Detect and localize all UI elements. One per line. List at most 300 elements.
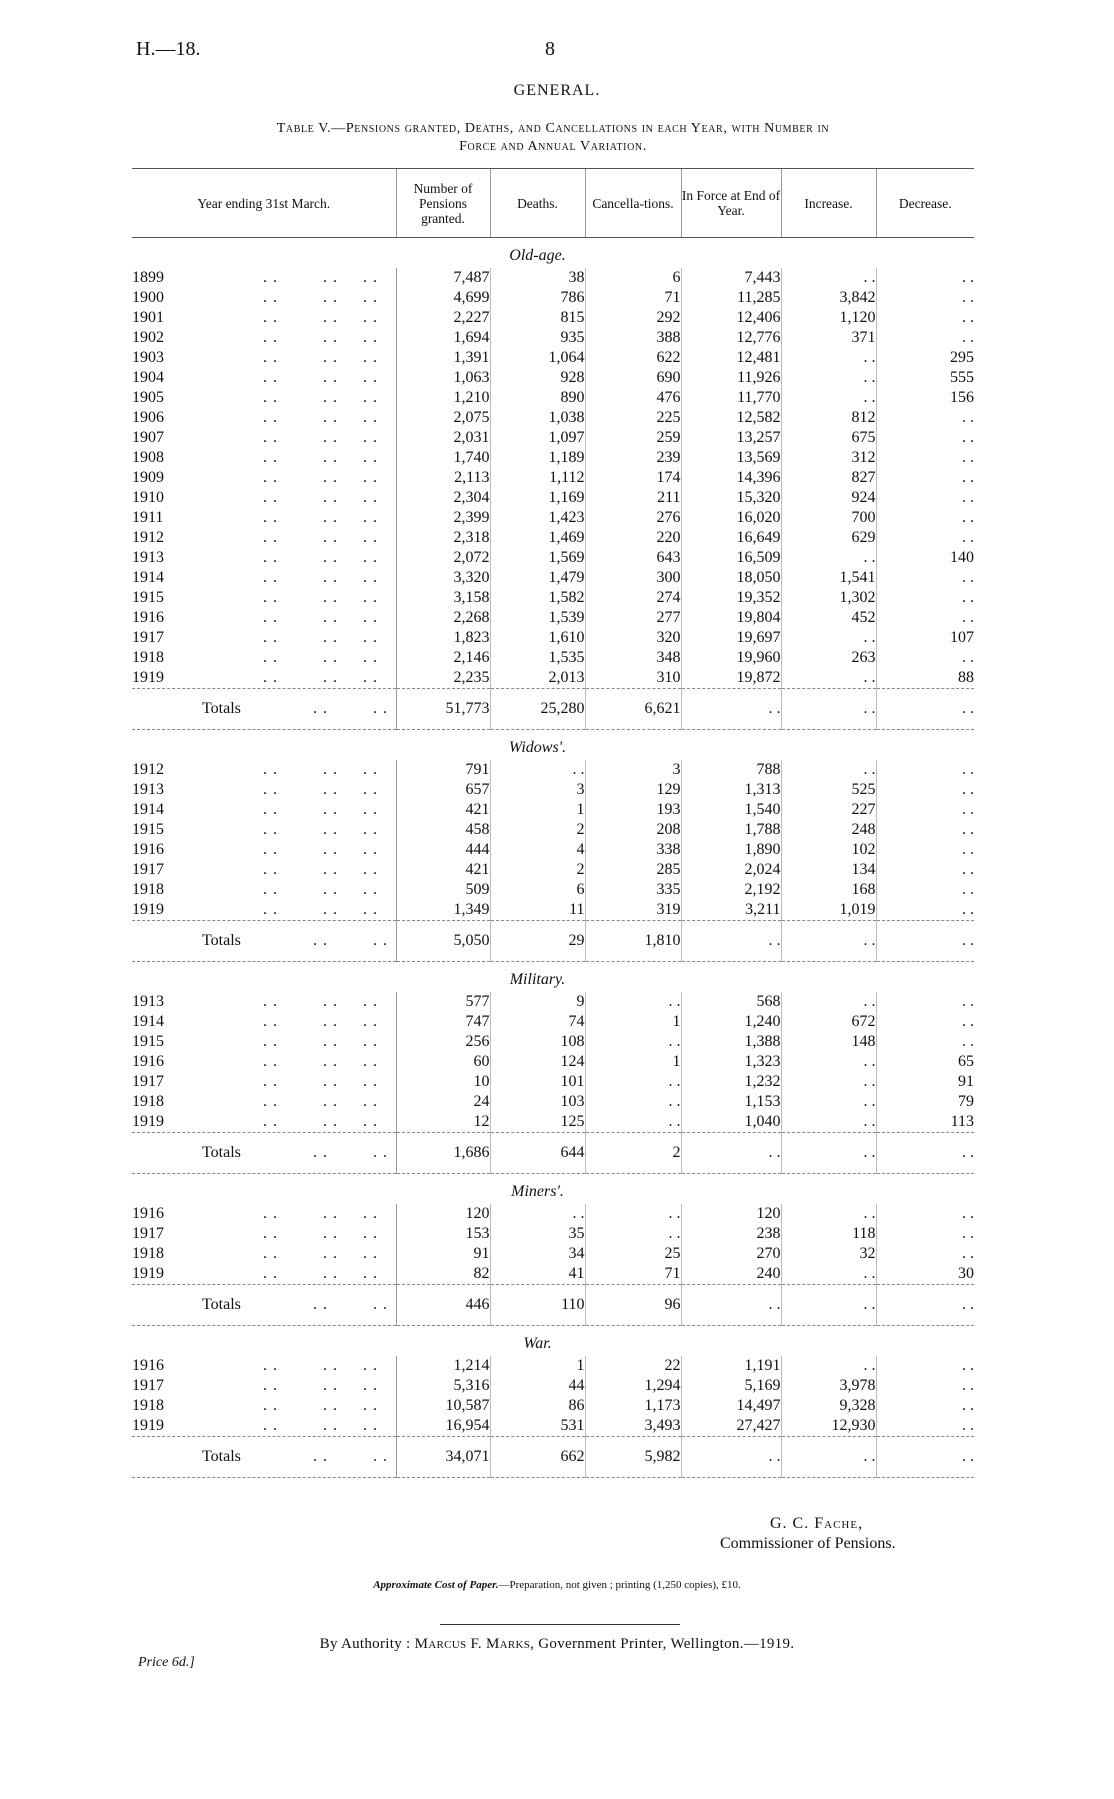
total-cancellations: 6,621 xyxy=(585,689,681,730)
cell-year xyxy=(132,840,396,860)
table-row xyxy=(132,388,974,408)
year-label: 1899 xyxy=(132,269,164,286)
printer-name: Marcus F. Marks xyxy=(414,1636,531,1652)
cell-decrease: . . xyxy=(876,1224,974,1244)
cell-cancellations: 285 xyxy=(585,860,681,880)
cell-deaths: 9 xyxy=(490,992,585,1012)
cell-cancellations: 338 xyxy=(585,840,681,860)
table-row xyxy=(132,628,974,648)
cell-cancellations: 211 xyxy=(585,488,681,508)
leader-dots: . . xyxy=(313,932,328,949)
leader-dots: . . xyxy=(363,449,378,466)
section-title-row xyxy=(132,1326,974,1357)
cell-increase: 827 xyxy=(781,468,876,488)
cell-increase: 812 xyxy=(781,408,876,428)
leader-dots: . . xyxy=(263,289,278,306)
cell-in-force: 1,232 xyxy=(681,1072,781,1092)
cell-decrease: . . xyxy=(876,1376,974,1396)
total-increase: . . xyxy=(781,921,876,962)
leader-dots: . . xyxy=(363,801,378,818)
leader-dots: . . xyxy=(313,1296,328,1313)
cell-year xyxy=(132,428,396,448)
leader-dots: . . xyxy=(263,861,278,878)
cost-note xyxy=(0,1579,1114,1591)
leader-dots: . . xyxy=(323,569,338,586)
leader-dots: . . xyxy=(263,649,278,666)
section-title-spacer xyxy=(132,1174,396,1205)
leader-dots: . . xyxy=(323,1113,338,1130)
cell-granted: 2,075 xyxy=(396,408,490,428)
cell-in-force: 27,427 xyxy=(681,1416,781,1437)
year-label: 1914 xyxy=(132,1013,164,1030)
table-row xyxy=(132,1112,974,1133)
leader-dots: . . xyxy=(323,861,338,878)
total-deaths: 110 xyxy=(490,1285,585,1326)
cell-year xyxy=(132,388,396,408)
leader-dots: . . xyxy=(323,781,338,798)
leader-dots: . . xyxy=(363,469,378,486)
totals-row xyxy=(132,1285,974,1326)
year-label: 1916 xyxy=(132,841,164,858)
table-row xyxy=(132,308,974,328)
leader-dots: . . xyxy=(323,1265,338,1282)
cell-granted: 1,063 xyxy=(396,368,490,388)
cell-granted: 657 xyxy=(396,780,490,800)
leader-dots: . . xyxy=(323,589,338,606)
totals-label: Totals xyxy=(202,1448,241,1465)
cell-in-force: 16,020 xyxy=(681,508,781,528)
leader-dots: . . xyxy=(263,1205,278,1222)
cell-granted: 2,072 xyxy=(396,548,490,568)
year-label: 1906 xyxy=(132,409,164,426)
cell-granted: 747 xyxy=(396,1012,490,1032)
cell-in-force: 11,770 xyxy=(681,388,781,408)
cell-deaths: 1,469 xyxy=(490,528,585,548)
cell-decrease: 107 xyxy=(876,628,974,648)
table-row xyxy=(132,780,974,800)
cell-increase: . . xyxy=(781,348,876,368)
cell-deaths: 1,479 xyxy=(490,568,585,588)
cell-increase: 675 xyxy=(781,428,876,448)
cell-cancellations: 690 xyxy=(585,368,681,388)
leader-dots: . . xyxy=(323,349,338,366)
section-title-row xyxy=(132,1174,974,1205)
cell-cancellations: 300 xyxy=(585,568,681,588)
table-header-row xyxy=(132,169,974,238)
leader-dots: . . xyxy=(323,369,338,386)
cell-in-force: 270 xyxy=(681,1244,781,1264)
cell-increase: . . xyxy=(781,628,876,648)
table-row xyxy=(132,800,974,820)
cell-deaths: 34 xyxy=(490,1244,585,1264)
leader-dots: . . xyxy=(263,529,278,546)
cell-in-force: 19,960 xyxy=(681,648,781,668)
table-caption-line2: Force and Annual Variation. xyxy=(459,139,647,154)
cell-cancellations: 388 xyxy=(585,328,681,348)
cell-granted: 1,210 xyxy=(396,388,490,408)
cost-label: Approximate Cost of Paper. xyxy=(373,1579,499,1591)
year-label: 1903 xyxy=(132,349,164,366)
cell-decrease: . . xyxy=(876,308,974,328)
year-label: 1915 xyxy=(132,589,164,606)
cell-deaths: 108 xyxy=(490,1032,585,1052)
table-row xyxy=(132,1376,974,1396)
total-granted: 51,773 xyxy=(396,689,490,730)
table-row xyxy=(132,1012,974,1032)
cell-cancellations: 348 xyxy=(585,648,681,668)
cell-in-force: 3,211 xyxy=(681,900,781,921)
cell-granted: 1,391 xyxy=(396,348,490,368)
leader-dots: . . xyxy=(363,821,378,838)
table-row xyxy=(132,880,974,900)
year-label: 1910 xyxy=(132,489,164,506)
cell-deaths: 11 xyxy=(490,900,585,921)
col-header-in-force: In Force at End of Year. xyxy=(681,169,781,238)
table-row xyxy=(132,1356,974,1376)
leader-dots: . . xyxy=(263,1245,278,1262)
cell-granted: 1,740 xyxy=(396,448,490,468)
col-header-cancellations: Cancella-tions. xyxy=(585,169,681,238)
cell-granted: 2,031 xyxy=(396,428,490,448)
cell-cancellations: 6 xyxy=(585,268,681,288)
cost-text: —Preparation, not given ; printing (1,250 copies), £10. xyxy=(498,1579,741,1591)
leader-dots: . . xyxy=(363,509,378,526)
table-body xyxy=(132,238,974,1478)
cell-year xyxy=(132,648,396,668)
cell-deaths: 1,097 xyxy=(490,428,585,448)
cell-granted: 791 xyxy=(396,760,490,780)
cell-year xyxy=(132,820,396,840)
cell-in-force: 2,024 xyxy=(681,860,781,880)
cell-decrease: . . xyxy=(876,800,974,820)
section-title-row xyxy=(132,238,974,269)
cell-deaths: . . xyxy=(490,760,585,780)
cell-deaths: 1,112 xyxy=(490,468,585,488)
cell-granted: 2,268 xyxy=(396,608,490,628)
cell-decrease: . . xyxy=(876,780,974,800)
totals-label: Totals xyxy=(202,932,241,949)
cell-deaths: 101 xyxy=(490,1072,585,1092)
leader-dots: . . xyxy=(263,569,278,586)
section-title: War. xyxy=(523,1335,552,1352)
total-deaths: 662 xyxy=(490,1437,585,1478)
cell-decrease: . . xyxy=(876,448,974,468)
table-row xyxy=(132,548,974,568)
leader-dots: . . xyxy=(323,649,338,666)
cell-deaths: 890 xyxy=(490,388,585,408)
cell-granted: 153 xyxy=(396,1224,490,1244)
table-row xyxy=(132,468,974,488)
cell-in-force: 11,926 xyxy=(681,368,781,388)
year-label: 1917 xyxy=(132,629,164,646)
leader-dots: . . xyxy=(263,589,278,606)
leader-dots: . . xyxy=(323,1417,338,1434)
cell-cancellations: 71 xyxy=(585,288,681,308)
leader-dots: . . xyxy=(323,389,338,406)
table-row xyxy=(132,1072,974,1092)
cell-granted: 444 xyxy=(396,840,490,860)
leader-dots: . . xyxy=(263,309,278,326)
cell-decrease: . . xyxy=(876,428,974,448)
table-row xyxy=(132,408,974,428)
cell-year xyxy=(132,1092,396,1112)
cell-year xyxy=(132,568,396,588)
cell-in-force: 1,788 xyxy=(681,820,781,840)
cell-granted: 5,316 xyxy=(396,1376,490,1396)
leader-dots: . . xyxy=(323,1357,338,1374)
table-row xyxy=(132,448,974,468)
leader-dots: . . xyxy=(363,269,378,286)
cell-year xyxy=(132,548,396,568)
year-label: 1912 xyxy=(132,529,164,546)
cell-in-force: 1,040 xyxy=(681,1112,781,1133)
cell-granted: 10,587 xyxy=(396,1396,490,1416)
total-decrease: . . xyxy=(876,1437,974,1478)
cell-cancellations: 320 xyxy=(585,628,681,648)
leader-dots: . . xyxy=(323,509,338,526)
leader-dots: . . xyxy=(263,369,278,386)
total-decrease: . . xyxy=(876,1285,974,1326)
cell-cancellations: 239 xyxy=(585,448,681,468)
section-title-spacer xyxy=(132,238,396,269)
cell-in-force: 1,323 xyxy=(681,1052,781,1072)
year-label: 1918 xyxy=(132,1093,164,1110)
cell-deaths: 1,064 xyxy=(490,348,585,368)
cell-cancellations: 274 xyxy=(585,588,681,608)
cell-year xyxy=(132,308,396,328)
cell-deaths: 124 xyxy=(490,1052,585,1072)
section-title: Miners'. xyxy=(511,1183,564,1200)
section-title-spacer xyxy=(396,1174,490,1205)
cell-increase: 1,302 xyxy=(781,588,876,608)
cell-decrease: . . xyxy=(876,328,974,348)
leader-dots: . . xyxy=(363,861,378,878)
cell-decrease: . . xyxy=(876,608,974,628)
leader-dots: . . xyxy=(363,1377,378,1394)
cell-in-force: 120 xyxy=(681,1204,781,1224)
cell-granted: 2,318 xyxy=(396,528,490,548)
cell-year xyxy=(132,528,396,548)
leader-dots: . . xyxy=(363,529,378,546)
cell-deaths: 815 xyxy=(490,308,585,328)
cell-cancellations: 335 xyxy=(585,880,681,900)
leader-dots: . . xyxy=(263,993,278,1010)
cell-in-force: 1,313 xyxy=(681,780,781,800)
year-label: 1913 xyxy=(132,549,164,566)
leader-dots: . . xyxy=(323,801,338,818)
cell-decrease: 555 xyxy=(876,368,974,388)
cell-in-force: 18,050 xyxy=(681,568,781,588)
leader-dots: . . xyxy=(363,1053,378,1070)
page-number: 8 xyxy=(545,38,555,60)
cell-increase: . . xyxy=(781,1356,876,1376)
table-row xyxy=(132,1396,974,1416)
cell-year xyxy=(132,880,396,900)
document-code: H.—18. xyxy=(136,38,201,60)
cell-cancellations: . . xyxy=(585,992,681,1012)
cell-in-force: 19,697 xyxy=(681,628,781,648)
cell-increase: 118 xyxy=(781,1224,876,1244)
cell-increase: 12,930 xyxy=(781,1416,876,1437)
table-row xyxy=(132,568,974,588)
leader-dots: . . xyxy=(363,389,378,406)
leader-dots: . . xyxy=(323,881,338,898)
cell-increase: 1,120 xyxy=(781,308,876,328)
cell-decrease: . . xyxy=(876,648,974,668)
cell-decrease: . . xyxy=(876,468,974,488)
signatory-name: G. C. Fache, xyxy=(770,1515,864,1532)
leader-dots: . . xyxy=(363,349,378,366)
cell-increase: 3,978 xyxy=(781,1376,876,1396)
cell-cancellations: 25 xyxy=(585,1244,681,1264)
col-header-granted: Number of Pensions granted. xyxy=(396,169,490,238)
cell-increase: . . xyxy=(781,992,876,1012)
cell-deaths: 41 xyxy=(490,1264,585,1285)
total-decrease: . . xyxy=(876,1133,974,1174)
leader-dots: . . xyxy=(363,1357,378,1374)
cell-year xyxy=(132,1072,396,1092)
leader-dots: . . xyxy=(263,329,278,346)
cell-granted: 60 xyxy=(396,1052,490,1072)
cell-cancellations: . . xyxy=(585,1204,681,1224)
leader-dots: . . xyxy=(263,1357,278,1374)
col-header-year: Year ending 31st March. xyxy=(132,169,396,238)
cell-granted: 82 xyxy=(396,1264,490,1285)
total-decrease: . . xyxy=(876,689,974,730)
section-heading: GENERAL. xyxy=(513,82,601,99)
leader-dots: . . xyxy=(323,409,338,426)
leader-dots: . . xyxy=(323,269,338,286)
year-label: 1919 xyxy=(132,1113,164,1130)
cell-increase: 102 xyxy=(781,840,876,860)
cell-increase: 312 xyxy=(781,448,876,468)
leader-dots: . . xyxy=(323,529,338,546)
section-title: Widows'. xyxy=(508,739,567,756)
leader-dots: . . xyxy=(263,901,278,918)
cell-cancellations: 643 xyxy=(585,548,681,568)
leader-dots: . . xyxy=(323,1377,338,1394)
cell-in-force: 1,153 xyxy=(681,1092,781,1112)
leader-dots: . . xyxy=(323,1225,338,1242)
leader-dots: . . xyxy=(263,821,278,838)
cell-cancellations: . . xyxy=(585,1224,681,1244)
cell-cancellations: 276 xyxy=(585,508,681,528)
leader-dots: . . xyxy=(263,1417,278,1434)
year-label: 1917 xyxy=(132,1073,164,1090)
cell-in-force: 13,569 xyxy=(681,448,781,468)
leader-dots: . . xyxy=(263,409,278,426)
cell-decrease: . . xyxy=(876,900,974,921)
totals-row xyxy=(132,1437,974,1478)
cell-decrease: 79 xyxy=(876,1092,974,1112)
table-row xyxy=(132,760,974,780)
leader-dots: . . xyxy=(363,781,378,798)
leader-dots: . . xyxy=(323,449,338,466)
cell-decrease: . . xyxy=(876,268,974,288)
leader-dots: . . xyxy=(363,629,378,646)
leader-dots: . . xyxy=(363,649,378,666)
cell-decrease: . . xyxy=(876,288,974,308)
leader-dots: . . xyxy=(263,1073,278,1090)
year-label: 1907 xyxy=(132,429,164,446)
year-label: 1919 xyxy=(132,669,164,686)
section-title-spacer xyxy=(132,962,396,993)
leader-dots: . . xyxy=(263,1377,278,1394)
cell-year xyxy=(132,268,396,288)
leader-dots: . . xyxy=(363,569,378,586)
cell-increase: 168 xyxy=(781,880,876,900)
cell-increase: . . xyxy=(781,1204,876,1224)
total-granted: 5,050 xyxy=(396,921,490,962)
cell-deaths: 1,169 xyxy=(490,488,585,508)
year-label: 1915 xyxy=(132,821,164,838)
leader-dots: . . xyxy=(363,761,378,778)
year-label: 1914 xyxy=(132,801,164,818)
cell-in-force: 1,388 xyxy=(681,1032,781,1052)
cell-granted: 421 xyxy=(396,860,490,880)
cell-decrease: . . xyxy=(876,1032,974,1052)
cell-increase: . . xyxy=(781,368,876,388)
leader-dots: . . xyxy=(263,761,278,778)
cell-cancellations: 1 xyxy=(585,1052,681,1072)
cell-decrease: . . xyxy=(876,880,974,900)
cell-year xyxy=(132,1356,396,1376)
table-row xyxy=(132,508,974,528)
cell-increase: 263 xyxy=(781,648,876,668)
cell-deaths: 2 xyxy=(490,860,585,880)
cell-granted: 12 xyxy=(396,1112,490,1133)
leader-dots: . . xyxy=(363,1033,378,1050)
cell-decrease: . . xyxy=(876,820,974,840)
cell-decrease: 140 xyxy=(876,548,974,568)
totals-row xyxy=(132,1133,974,1174)
cell-year xyxy=(132,1224,396,1244)
section-title-spacer xyxy=(132,1326,396,1357)
leader-dots: . . xyxy=(363,289,378,306)
table-row xyxy=(132,528,974,548)
cell-deaths: 1,423 xyxy=(490,508,585,528)
cell-increase: 3,842 xyxy=(781,288,876,308)
leader-dots: . . xyxy=(263,1013,278,1030)
cell-deaths: 935 xyxy=(490,328,585,348)
cell-increase: 1,541 xyxy=(781,568,876,588)
year-label: 1919 xyxy=(132,1417,164,1434)
year-label: 1916 xyxy=(132,1357,164,1374)
cell-year xyxy=(132,760,396,780)
cell-in-force: 1,240 xyxy=(681,1012,781,1032)
cell-year xyxy=(132,468,396,488)
cell-granted: 2,113 xyxy=(396,468,490,488)
total-granted: 34,071 xyxy=(396,1437,490,1478)
leader-dots: . . xyxy=(363,993,378,1010)
cell-year xyxy=(132,368,396,388)
leader-dots: . . xyxy=(373,1144,388,1161)
cell-decrease: 295 xyxy=(876,348,974,368)
totals-label: Totals xyxy=(202,1144,241,1161)
cell-increase: 672 xyxy=(781,1012,876,1032)
leader-dots: . . xyxy=(313,1448,328,1465)
cell-decrease: 65 xyxy=(876,1052,974,1072)
leader-dots: . . xyxy=(363,669,378,686)
cell-decrease: . . xyxy=(876,840,974,860)
total-deaths: 644 xyxy=(490,1133,585,1174)
cell-decrease: . . xyxy=(876,1012,974,1032)
table-row xyxy=(132,588,974,608)
leader-dots: . . xyxy=(263,509,278,526)
price: Price 6d.] xyxy=(138,1655,195,1670)
cell-in-force: 19,804 xyxy=(681,608,781,628)
cell-decrease: . . xyxy=(876,528,974,548)
